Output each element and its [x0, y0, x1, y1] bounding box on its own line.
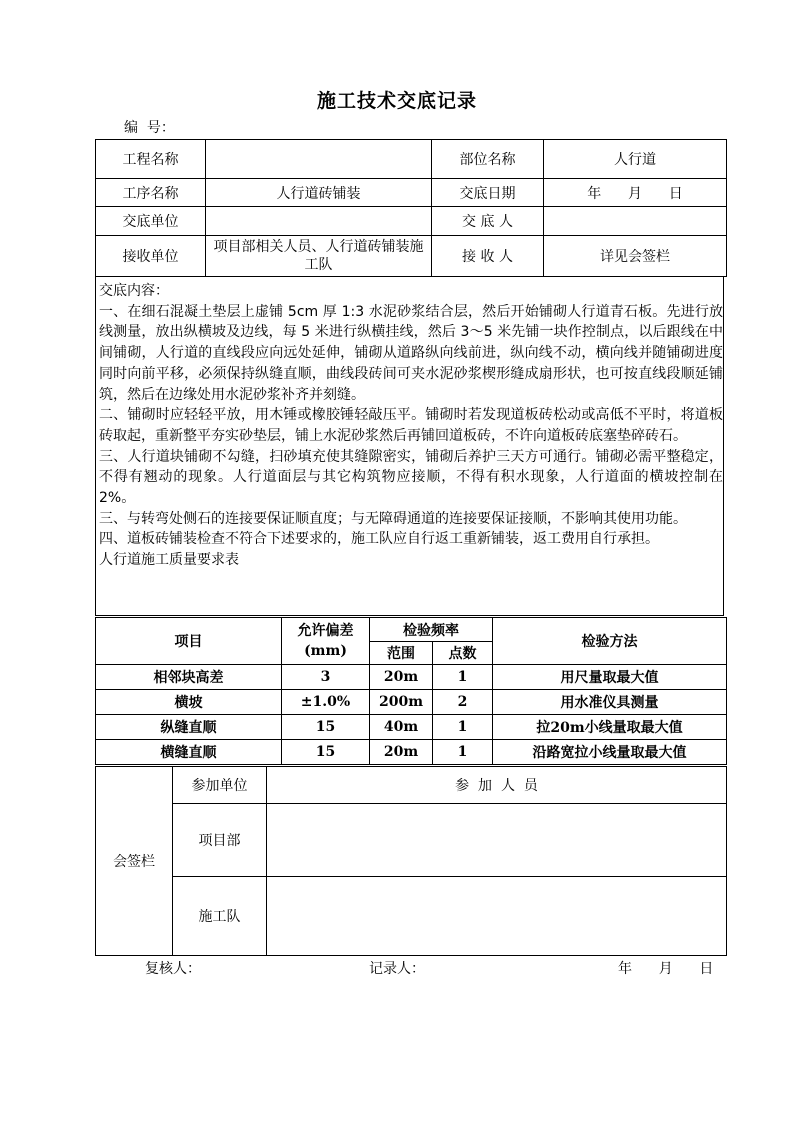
quality-table-caption: 人行道施工质量要求表 [99, 552, 239, 569]
sign-people-header: 参 加 人 员 [267, 767, 727, 804]
project-name-value[interactable] [206, 140, 432, 179]
row-method: 用水准仪具测量 [493, 690, 727, 715]
table-row [96, 715, 727, 740]
process-name-label: 工序名称 [96, 179, 206, 207]
content-paragraph-2: 二、铺砌时应轻轻平放，用木锤或橡胶锤轻敲压平。铺砌时若发现道板砖松动或高低不平时，将道板砖取起，重新整平夯实砂垫层，铺上水泥砂浆然后再铺回道板砖，不许向道板砖底塞垫碎砖石。 [99, 407, 723, 444]
project-name-label: 工程名称 [96, 140, 206, 179]
sign-row [96, 804, 727, 877]
sign-unit-header: 参加单位 [173, 767, 267, 804]
quality-table [95, 617, 727, 765]
row-method: 沿路宽拉小线量取最大值 [493, 740, 727, 765]
row-range: 20m [370, 740, 433, 765]
recorder-label: 记录人： [369, 961, 425, 977]
row-tolerance: 15 [282, 740, 370, 765]
serial-number-label: 编 号： [124, 120, 175, 136]
header-tolerance [282, 618, 370, 665]
date-value[interactable]: 年 月 日 [544, 179, 727, 207]
receiver-value[interactable]: 详见会签栏 [544, 236, 727, 277]
row-tolerance: 3 [282, 665, 370, 690]
sign-label: 会签栏 [96, 767, 173, 956]
row-item: 纵缝直顺 [96, 715, 282, 740]
row-method: 拉20m小线量取最大值 [493, 715, 727, 740]
content-paragraph-3: 三、人行道块铺砌不勾缝，扫砂填充使其缝隙密实，铺砌后养护三天方可通行。铺砌必需平整稳定，不得有翘动的现象。人行道面层与其它构筑物应接顺，不得有积水现象，人行道面的横坡控制在 2%。 [99, 448, 723, 507]
receiver-label: 接 收 人 [432, 236, 544, 277]
sign-people-project-dept[interactable] [267, 804, 727, 877]
row-method: 用尺量取最大值 [493, 665, 727, 690]
content-paragraph-1: 一、在细石混凝土垫层上虚铺 5cm 厚 1:3 水泥砂浆结合层，然后开始铺砌人行道青石板。先进行放线测量，放出纵横坡及边线，每 5 米进行纵横挂线，然后 3～5 米先铺一块作控制点，以后跟线在中间铺砌，人行道的直线段应向远处延伸，铺砌从道路纵向线前进，纵向线不动，横向线并随铺砌进度同时向前平移，必须保持纵缝直顺，曲线段砖间可夹水泥砂浆楔形缝成扇形状，也可按直线段顺延铺筑，然后在边缘处用水泥砂浆补齐并刻缝。 [99, 303, 723, 403]
row-range: 200m [370, 690, 433, 715]
content-paragraph-5: 四、道板砖铺装检查不符合下述要求的，施工队应自行返工重新铺装，返工费用自行承担。 [99, 531, 659, 548]
header-tolerance-unit: (mm) [304, 643, 347, 659]
header-item: 项目 [96, 618, 282, 665]
date-label: 交底日期 [432, 179, 544, 207]
row-points: 1 [433, 715, 493, 740]
header-points: 点数 [433, 642, 493, 665]
header-tolerance-label: 允许偏差 [297, 623, 354, 639]
row-points: 2 [433, 690, 493, 715]
row-points: 1 [433, 740, 493, 765]
footer-date: 年 月 日 [618, 961, 714, 977]
receiver-unit-label: 接收单位 [96, 236, 206, 277]
table-row [96, 665, 727, 690]
info-table [95, 139, 727, 277]
receiver-unit-value[interactable]: 项目部相关人员、人行道砖铺装施工队 [206, 236, 432, 277]
content-section [95, 276, 724, 616]
reviewer-label: 复核人： [145, 961, 201, 977]
unit-value[interactable] [206, 207, 432, 236]
row-range: 40m [370, 715, 433, 740]
sign-unit-construction-team: 施工队 [173, 877, 267, 956]
part-name-label: 部位名称 [432, 140, 544, 179]
table-row [96, 690, 727, 715]
process-name-value[interactable]: 人行道砖铺装 [206, 179, 432, 207]
sign-unit-project-dept: 项目部 [173, 804, 267, 877]
header-method: 检验方法 [493, 618, 727, 665]
sign-row [96, 877, 727, 956]
row-item: 横缝直顺 [96, 740, 282, 765]
row-item: 横坡 [96, 690, 282, 715]
page-title: 施工技术交底记录 [316, 90, 477, 112]
unit-label: 交底单位 [96, 207, 206, 236]
row-points: 1 [433, 665, 493, 690]
part-name-value[interactable]: 人行道 [544, 140, 727, 179]
sign-table [95, 766, 727, 956]
header-frequency: 检验频率 [370, 618, 493, 642]
person-label: 交 底 人 [432, 207, 544, 236]
header-range: 范围 [370, 642, 433, 665]
row-range: 20m [370, 665, 433, 690]
row-tolerance: ±1.0% [282, 690, 370, 715]
row-item: 相邻块高差 [96, 665, 282, 690]
table-row [96, 740, 727, 765]
sign-people-construction-team[interactable] [267, 877, 727, 956]
row-tolerance: 15 [282, 715, 370, 740]
person-value[interactable] [544, 207, 727, 236]
content-heading: 交底内容： [99, 283, 169, 299]
content-paragraph-4: 三、与转弯处侧石的连接要保证顺直度；与无障碍通道的连接要保证接顺，不影响其使用功能。 [99, 510, 687, 527]
